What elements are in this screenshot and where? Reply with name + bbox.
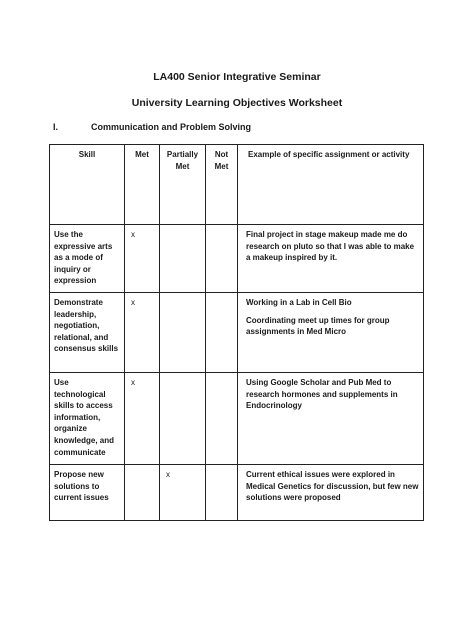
skill-cell: Demonstrate leadership, negotiation, relational, and consensus skills [50,293,125,373]
example-cell [238,373,424,465]
example-text: Final project in stage makeup made me do research on pluto so that I was able to make a makeup inspired by it. [246,230,415,263]
not-met-cell [206,293,238,373]
header-skill: Skill [50,145,125,225]
not-met-cell [206,225,238,293]
skill-cell: Use technological skills to access information, organize knowledge, and communicate [50,373,125,465]
met-cell: x [125,225,160,293]
partially-met-cell: x [160,465,206,521]
example-cell [238,293,424,373]
section-number: I. [53,122,59,132]
header-example: Example of specific assignment or activity [238,145,424,225]
table-header-row [50,145,424,225]
document-subtitle: University Learning Objectives Worksheet [131,97,343,109]
section-heading [53,122,251,132]
objectives-table [49,144,424,521]
header-not-met: Not Met [206,145,238,225]
met-cell: x [125,373,160,465]
not-met-cell [206,465,238,521]
example-text: Coordinating meet up times for group assignments in Med Micro [246,315,390,337]
met-cell [125,465,160,521]
skill-cell: Use the expressive arts as a mode of inquiry or expression [50,225,125,293]
not-met-cell [206,373,238,465]
partially-met-cell [160,225,206,293]
example-text: Current ethical issues were explored in Medical Genetics for discussion, but few new solutions were proposed [246,470,419,503]
table-row [50,293,424,373]
example-cell [238,225,424,293]
skill-cell: Propose new solutions to current issues [50,465,125,521]
section-title: Communication and Problem Solving [91,122,252,132]
document-title: LA400 Senior Integrative Seminar [153,71,321,83]
header-partially-met: Partially Met [160,145,206,225]
met-cell: x [125,293,160,373]
table-row [50,465,424,521]
partially-met-cell [160,293,206,373]
table-row [50,225,424,293]
table-row [50,373,424,465]
example-text: Working in a Lab in Cell Bio [246,298,352,307]
example-text: Using Google Scholar and Pub Med to research hormones and supplements in Endocrinology [246,378,398,411]
example-cell [238,465,424,521]
header-met: Met [125,145,160,225]
partially-met-cell [160,373,206,465]
